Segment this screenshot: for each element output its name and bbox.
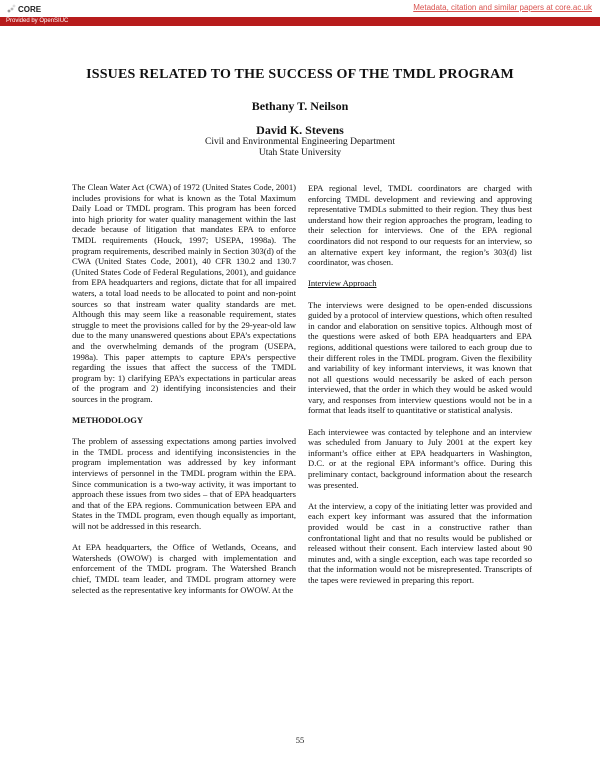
- author-name-2: David K. Stevens: [256, 123, 344, 137]
- affiliation: [0, 137, 600, 159]
- interview-paragraph-2: Each interviewee was contacted by telephone and an interview was scheduled from January to July 2001 at the expert key informant’s office either at EPA headquarters in Washington, D.C. or at the regional EPA informant’s office. During this preliminary contact, background information about the research was presented.: [308, 426, 532, 490]
- affiliation-department: Civil and Environmental Engineering Department: [205, 137, 395, 147]
- affiliation-university: Utah State University: [258, 148, 342, 158]
- page-number: 55: [295, 735, 305, 745]
- intro-paragraph: The Clean Water Act (CWA) of 1972 (United States Code, 2001) includes provisions for what is known as the Total Maximum Daily Load or TMDL program. This program has been forced into high priority for water quality management within the last decade because of litigation that mandates EPA to enforce TMDL requirements (Houck, 1997; USEPA, 1998a). The program requirements, described mainly in Section 303(d) of the CWA (United States Code, 2001), 40 CFR 130.2 and 130.7 (United States Code of Federal Regulations, 2001), and guidance from EPA headquarters and regions, dictate that for all impaired waters, a total load needs to be allocated to point and non-point sources so that instream water quality standards are met. Although this may seem like a reasonable requirement, states struggle to meet the provisions called for by the 29-year-old law due to the many unanswered questions about EPA’s expectations and the overwhelming demands of the program (USEPA, 1998a). This paper attempts to capture EPA’s perspective regarding the issues that affect the success of the TMDL program by: 1) clarifying EPA’s expectations in particular areas of the program and 2) identifying inconsistencies and their sources in the program.: [72, 182, 296, 404]
- methodology-paragraph-1: The problem of assessing expectations among parties involved in the TMDL process and identifying inconsistencies in the program implementation was addressed by key informant interviews of personnel in the TMDL program within the EPA. Since communication is a two-way activity, it was important to approach these issues from two sides – that of EPA headquarters and that of the EPA regions. Communication between EPA and States in the TMDL program, even though equally as important, will not be addressed in this research.: [72, 436, 296, 531]
- metadata-link[interactable]: Metadata, citation and similar papers at core.ac.uk: [413, 3, 592, 12]
- methodology-paragraph-2: At EPA headquarters, the Office of Wetlands, Oceans, and Watersheds (OWOW) is charged with implementation and enforcement of the TMDL program. The Watershed Branch chief, TMDL team leader, and TMDL program attorney were selected as the representative key informants for OWOW. At the: [72, 542, 296, 595]
- core-logo-icon: [6, 4, 16, 14]
- right-column: [308, 183, 532, 596]
- methodology-paragraph-continued: EPA regional level, TMDL coordinators are charged with enforcing TMDL development and reviewing and approving representative TMDLs submitted to their region. They thus best understand how their region approaches the program, leading to their selection for interviews. One of the EPA regional coordinators did not respond to our requests for an interview, so an alternative expert key informant, the region’s 303(d) list coordinator, was chosen.: [308, 183, 532, 268]
- provider-bar: [0, 17, 600, 26]
- author-name-1: Bethany T. Neilson: [251, 99, 349, 113]
- core-banner: [0, 0, 600, 17]
- provider-text: Provided by OpenSIUC: [6, 18, 69, 24]
- core-logo-text: CORE: [18, 4, 42, 14]
- interview-paragraph-3: At the interview, a copy of the initiating letter was provided and each expert key informant was assured that the information provided would be cast in a constructive rather than confrontational light and that no results would be published or released without their consent. Each interview lasted about 90 minutes and, with a single exception, each was tape recorded so that the information would not be misrepresented. Transcripts of the tapes were reviewed in preparing this report.: [308, 500, 532, 585]
- subheading-interview-approach: Interview Approach: [308, 278, 377, 289]
- left-column: [72, 182, 296, 606]
- paper-title: ISSUES RELATED TO THE SUCCESS OF THE TMDL PROGRAM: [86, 67, 514, 82]
- interview-paragraph-1: The interviews were designed to be open-ended discussions guided by a protocol of interview questions, which often resulted in candor and elaboration on sensitive topics. Although most of the questions were asked of both EPA headquarters and EPA regions, additional questions were tailored to each group due to their different roles in the TMDL program. Given the flexibility and variability of key informant interviews, it was known that not all questions would necessarily be asked of each person interviewed, that the order in which they would be asked would vary, and responses from interview questions would not be in a format that leads itself to quantitative or statistical analysis.: [308, 299, 532, 416]
- core-logo[interactable]: [6, 3, 41, 15]
- section-heading-methodology: METHODOLOGY: [72, 415, 144, 426]
